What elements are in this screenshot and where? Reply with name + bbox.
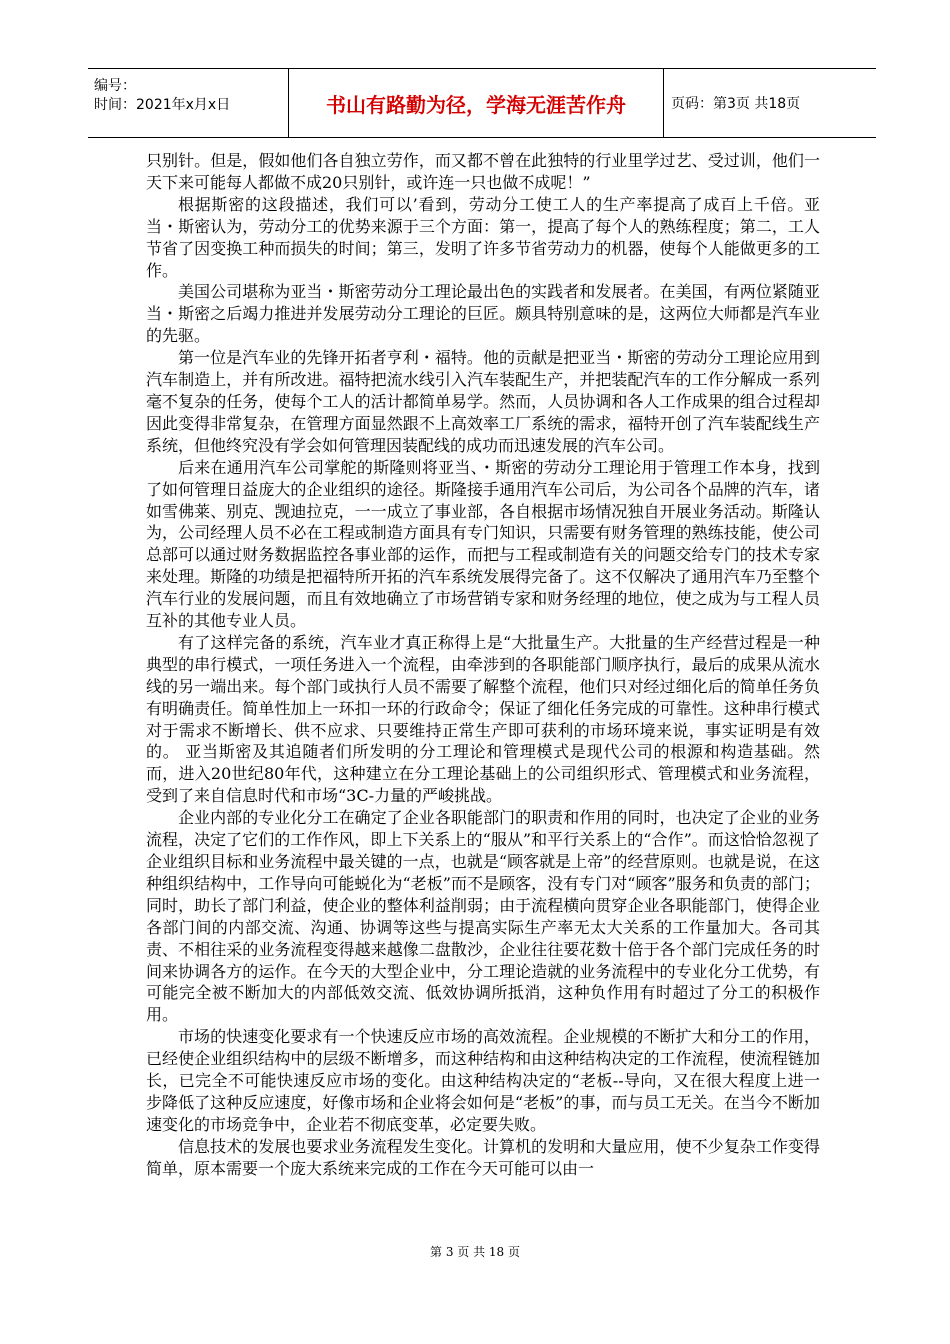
paragraph: 根据斯密的这段描述，我们可以’看到，劳动分工使工人的生产率提高了成百上千倍。亚当・斯密认为，劳动分工的优势来源于三个方面：第一，提高了每个人的熟练程度；第二，工人节省了因变换工种而损失的时间；第三，发明了许多节省劳动力的机器，使每个人能做更多的工作。 [146, 194, 820, 280]
paragraph: 美国公司堪称为亚当・斯密劳动分工理论最出色的实践者和发展者。在美国，有两位紧随亚当・斯密之后竭力推进并发展劳动分工理论的巨匠。颇具特别意味的是，这两位大师都是汽车业的先驱。 [146, 282, 820, 346]
document-body [146, 150, 820, 1180]
page-footer: 第 3 页 共 18 页 [430, 1245, 520, 1259]
page-header [88, 68, 876, 138]
paragraph: 只别针。但是，假如他们各自独立劳作，而又都不曾在此独特的行业里学过艺、受过训，他们一天下来可能每人都做不成20只别针，或许连一只也做不成呢！” [146, 151, 820, 192]
header-page-info: 页码：第3页 共18页 [671, 96, 801, 112]
paragraph: 有了这样完备的系统，汽车业才真正称得上是“大批量生产。大批量的生产经营过程是一种典型的串行模式，一项任务进入一个流程，由牵涉到的各职能部门顺序执行，最后的成果从流水线的另一端出来。每个部门或执行人员不需要了解整个流程，他们只对经过细化后的简单任务负有明确责任。简单性加上一环扣一环的行政命令；保证了细化任务完成的可靠性。这种串行模式对于需求不断增长、供不应求、只要维持正常生产即可获利的市场环境来说，事实证明是有效的。 亚当斯密及其追随者们所发明的分工理论和管理模式是现代公司的根源和构造基础。然而，进入20世纪80年代，这种建立在分工理论基础上的公司组织形式、管理模式和业务流程，受到了来自信息时代和市场“3C-力量的严峻挑战。 [146, 632, 820, 806]
paragraph: 企业内部的专业化分工在确定了企业各职能部门的职责和作用的同时，也决定了企业的业务流程，决定了它们的工作作风，即上下关系上的“服从”和平行关系上的“合作”。而这恰恰忽视了企业组织目标和业务流程中最关键的一点，也就是“顾客就是上帝”的经营原则。也就是说，在这种组织结构中，工作导向可能蜕化为“老板”而不是顾客，没有专门对“顾客”服务和负责的部门；同时，助长了部门利益，使企业的整体利益削弱；由于流程横向贯穿企业各职能部门，使得企业各部门间的内部交流、沟通、协调等这些与提高实际生产率无太大关系的工作量加大。各司其责、不相往采的业务流程变得越来越像二盘散沙，企业往往要花数十倍于各个部门完成任务的时间来协调各方的运作。在今天的大型企业中，分工理论造就的业务流程中的专业化分工优势，有可能完全被不断加大的内部低效交流、低效协调所抵消，这种负作用有时超过了分工的积极作用。 [146, 808, 820, 1025]
paragraph: 信息技术的发展也要求业务流程发生变化。计算机的发明和大量应用，使不少复杂工作变得简单，原本需要一个庞大系统来完成的工作在今天可能可以由一 [146, 1136, 820, 1178]
document-number-label: 编号： [94, 78, 136, 94]
header-meta [88, 69, 288, 137]
paragraph: 第一位是汽车业的先锋开拓者亨利・福特。他的贡献是把亚当・斯密的劳动分工理论应用到汽车制造上，并有所改进。福特把流水线引入汽车装配生产，并把装配汽车的工作分解成一系列毫不复杂的任务，使每个工人的活计都简单易学。然而，人员协调和各人工作成果的组合过程却因此变得非常复杂，在管理方面显然跟不上高效率工厂系统的需求，福特开创了汽车装配线生产系统，但他终究没有学会如何管理因装配线的成功而迅速发展的汽车公司。 [146, 348, 820, 455]
paragraph: 后来在通用汽车公司掌舵的斯隆则将亚当、・斯密的劳动分工理论用于管理工作本身，找到了如何管理日益庞大的企业组织的途径。斯隆接手通用汽车公司后，为公司各个品牌的汽车，诸如雪佛莱、别克、觊迪拉克，一一成立了事业部，各自根据市场情况独自开展业务活动。斯隆认为，公司经理人员不必在工程或制造方面具有专门知识，只需要有财务管理的熟练技能，使公司总部可以通过财务数据监控各事业部的运作，而把与工程或制造有关的问题交给专门的技术专家来处理。斯隆的功绩是把福特所开拓的汽车系统发展得完备了。这不仅解决了通用汽车乃至整个汽车行业的发展问题，而且有效地确立了市场营销专家和财务经理的地位，使之成为与工程人员互补的其他专业人员。 [146, 457, 820, 631]
document-time-label: 时间：2021年x月x日 [94, 97, 231, 113]
header-motto: 书山有路勤为径，学海无涯苦作舟 [288, 69, 664, 137]
paragraph: 市场的快速变化要求有一个快速反应市场的高效流程。企业规模的不断扩大和分工的作用，已经使企业组织结构中的层级不断增多，而这种结构和由这种结构决定的工作流程，使流程链加长，已完全不可能快速反应市场的变化。由这种结构决定的“老板--导向，又在很大程度上进一步降低了这种反应速度，好像市场和企业将会如何是“老板”的事，而与员工无关。在当今不断加速变化的市场竞争中，企业若不彻底变革，必定要失败。 [146, 1027, 820, 1134]
